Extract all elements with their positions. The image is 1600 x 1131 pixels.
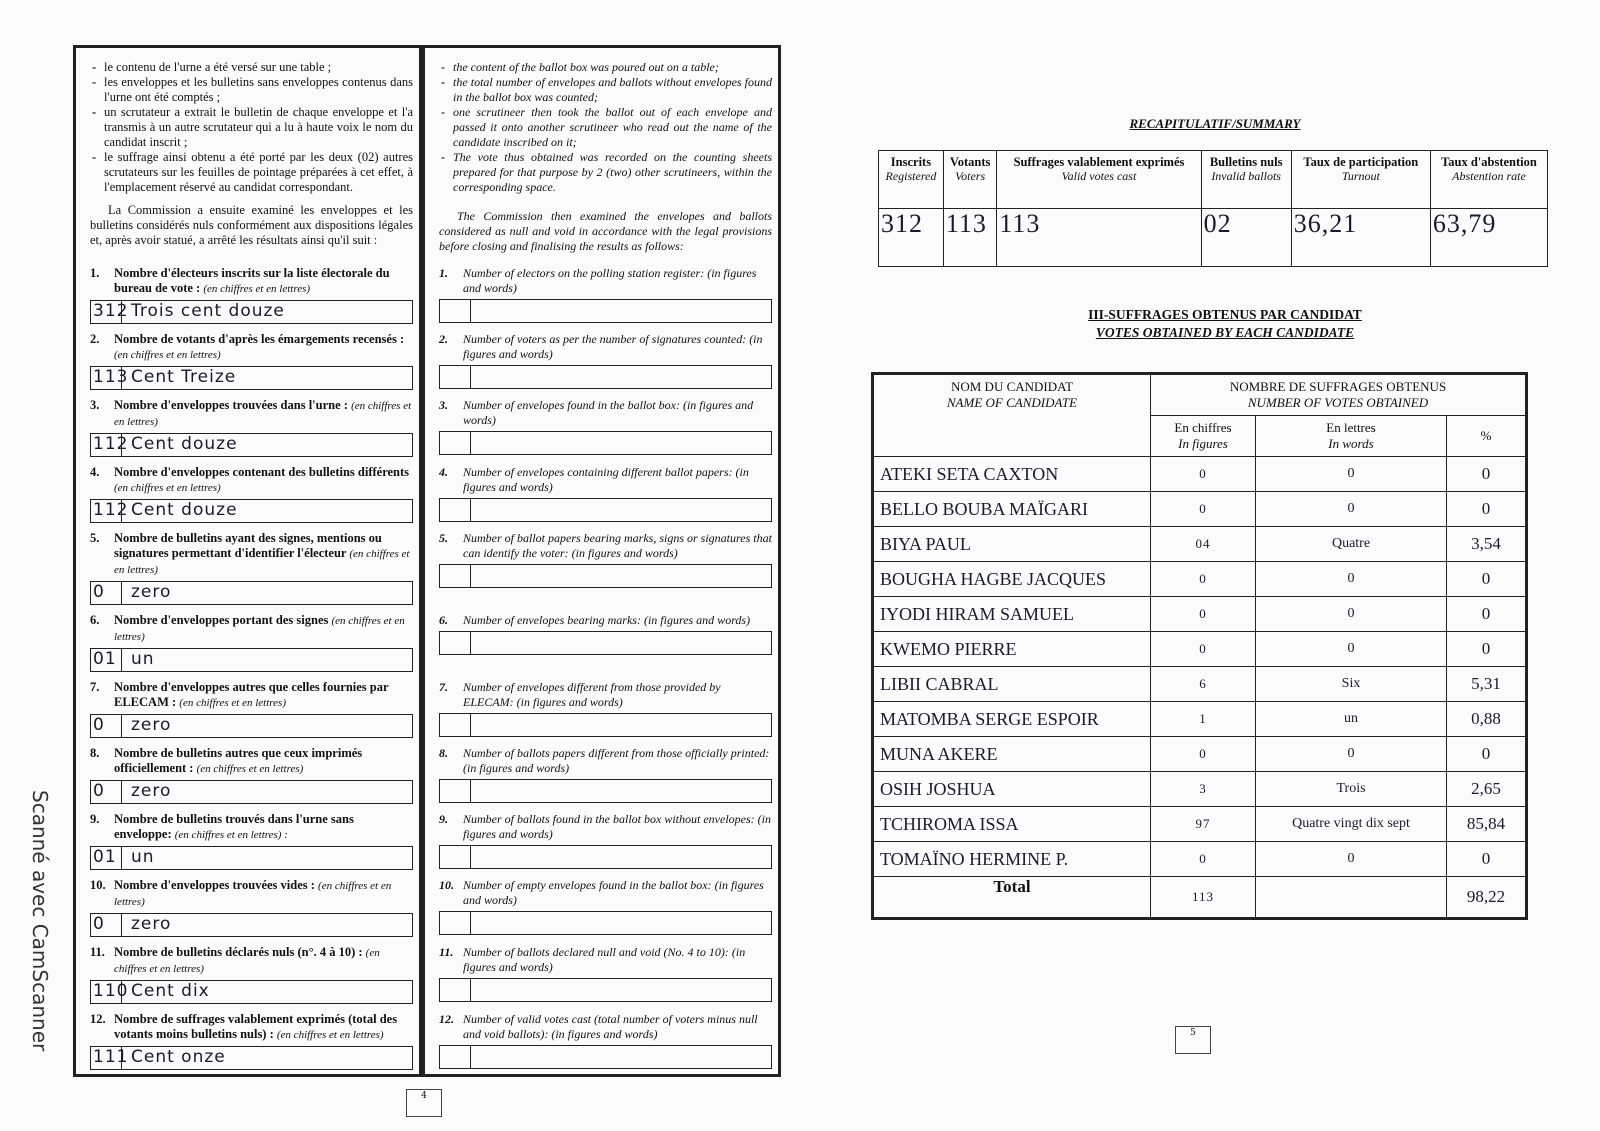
item-text-fr: Nombre de bulletins autres que ceux imprimés officiellement :: [114, 746, 363, 775]
item-fr: [76, 808, 419, 874]
candidate-votes-words: un: [1256, 702, 1447, 737]
answer-box-en[interactable]: [439, 779, 772, 803]
header-votes: [1151, 374, 1527, 416]
candidate-row: [873, 492, 1527, 527]
header-name-fr: NOM DU CANDIDAT: [950, 379, 1074, 394]
section-title-fr: III-SUFFRAGES OBTENUS PAR CANDIDAT: [1088, 307, 1362, 322]
item-text-en: Number of ballots papers different from those officially printed: (in figures and words): [463, 746, 770, 775]
summary-header-en: Registered: [885, 169, 937, 183]
answer-box-fr[interactable]: [90, 581, 413, 605]
answer-figure: 0: [93, 914, 105, 934]
candidate-votes-figures: 3: [1151, 772, 1256, 807]
box-separator: [470, 300, 471, 322]
candidate-name: BELLO BOUBA MAÏGARI: [873, 492, 1151, 527]
candidate-votes-figures: 0: [1151, 842, 1256, 877]
box-separator: [470, 1046, 471, 1068]
summary-header-cell: [943, 151, 996, 209]
item-fr: [76, 874, 419, 941]
box-separator: [470, 714, 471, 736]
item-text-en: Number of empty envelopes found in the ballot box: (in figures and words): [463, 878, 764, 907]
candidate-row: [873, 632, 1527, 667]
item-number: 9.: [90, 812, 100, 826]
candidate-percent: 0: [1447, 842, 1527, 877]
en-intro-bullet: - one scrutineer then took the ballot out of each envelope and passed it onto another scrutineer who read out the name of the candidate inscribed on it;: [453, 105, 772, 150]
answer-box-en[interactable]: [439, 498, 772, 522]
item-fr: [76, 527, 419, 609]
item-en: [425, 808, 778, 874]
item-hint-fr: (en chiffres et en lettres): [179, 697, 286, 709]
candidate-votes-figures: 0: [1151, 597, 1256, 632]
candidate-percent: 0,88: [1447, 702, 1527, 737]
answer-box-en[interactable]: [439, 564, 772, 588]
fr-intro-bullet: - le contenu de l'urne a été versé sur une table ;: [104, 60, 413, 75]
item-label-fr: [90, 465, 413, 496]
candidate-name: OSIH JOSHUA: [873, 772, 1151, 807]
item-number: 1.: [439, 266, 448, 280]
item-en: [425, 609, 778, 676]
item-text-fr: Nombre de bulletins trouvés dans l'urne sans enveloppe:: [114, 812, 354, 841]
summary-header-en: Abstention rate: [1452, 169, 1526, 183]
answer-box-en[interactable]: [439, 365, 772, 389]
fr-intro-bullet: - le suffrage ainsi obtenu a été porté par les deux (02) autres scrutateurs sur les feuilles de pointage préparées à cet effet, à l'emplacement réservé au candidat correspondant.: [104, 150, 413, 195]
item-label-fr: [90, 680, 413, 711]
summary-value: 36,21: [1291, 209, 1430, 267]
summary-value: 63,79: [1430, 209, 1547, 267]
item-label-fr: [90, 398, 413, 430]
item-label-en: [439, 746, 772, 776]
item-text-en: Number of ballots found in the ballot box without envelopes: (in figures and words): [463, 812, 771, 841]
candidate-name: IYODI HIRAM SAMUEL: [873, 597, 1151, 632]
candidate-percent: 0: [1447, 597, 1527, 632]
header-votes-en: NUMBER OF VOTES OBTAINED: [1247, 395, 1429, 410]
candidate-name: MATOMBA SERGE ESPOIR: [873, 702, 1151, 737]
item-text-en: Number of valid votes cast (total number of voters minus null and void ballots): (in figures and words): [463, 1012, 758, 1041]
summary-header-fr: Suffrages valablement exprimés: [1013, 155, 1185, 169]
answer-box-fr[interactable]: [90, 913, 413, 937]
item-number: 11.: [90, 945, 105, 959]
item-hint-fr: (en chiffres et en lettres): [114, 947, 380, 975]
item-label-en: [439, 945, 772, 975]
item-number: 7.: [90, 680, 100, 694]
header-words: [1256, 416, 1447, 457]
candidate-votes-figures: 0: [1151, 737, 1256, 772]
item-en: [425, 874, 778, 941]
answer-words: Cent dix: [131, 981, 210, 1001]
summary-header-cell: [879, 151, 944, 209]
candidate-votes-figures: 0: [1151, 457, 1256, 492]
total-words: [1256, 877, 1447, 919]
candidate-percent: 0: [1447, 562, 1527, 597]
candidate-votes-words: 0: [1256, 737, 1447, 772]
summary-value: 113: [997, 209, 1201, 267]
candidate-votes-words: 0: [1256, 457, 1447, 492]
answer-box-fr[interactable]: [90, 714, 413, 738]
candidate-votes-figures: 97: [1151, 807, 1256, 842]
candidate-name: BIYA PAUL: [873, 527, 1151, 562]
candidate-percent: 85,84: [1447, 807, 1527, 842]
summary-header-en: Valid votes cast: [1061, 169, 1137, 183]
box-separator: [470, 780, 471, 802]
item-label-en: [439, 332, 772, 362]
answer-figure: 01: [93, 847, 117, 867]
box-separator: [470, 565, 471, 587]
item-label-fr: [90, 613, 413, 645]
item-number: 10.: [90, 878, 106, 892]
summary-table: [878, 150, 1548, 267]
item-label-fr: [90, 1012, 413, 1043]
item-label-fr: [90, 878, 413, 910]
item-text-en: Number of envelopes different from those provided by ELECAM: (in figures and words): [463, 680, 721, 709]
candidate-row: [873, 457, 1527, 492]
item-hint-fr: (en chiffres et en lettres): [114, 880, 392, 908]
box-separator: [121, 649, 122, 671]
candidate-percent: 0: [1447, 492, 1527, 527]
header-votes-fr: NOMBRE DE SUFFRAGES OBTENUS: [1229, 379, 1447, 394]
item-fr: [76, 941, 419, 1008]
summary-header-en: Voters: [955, 169, 986, 183]
summary-header-cell: [997, 151, 1201, 209]
answer-figure: 112: [93, 500, 129, 520]
en-intro-bullets: [439, 60, 772, 195]
answer-words: zero: [131, 781, 172, 801]
item-en: [425, 527, 778, 609]
item-en: [425, 394, 778, 461]
item-hint-fr: (en chiffres et en lettres): [114, 548, 410, 576]
candidate-votes-words: Trois: [1256, 772, 1447, 807]
item-text-fr: Nombre d'enveloppes trouvées dans l'urne :: [114, 398, 348, 412]
answer-words: Cent Treize: [131, 367, 237, 387]
candidate-row: [873, 527, 1527, 562]
section-title-en: VOTES OBTAINED BY EACH CANDIDATE: [1095, 325, 1355, 340]
item-number: 4.: [90, 465, 100, 479]
header-name: [873, 374, 1151, 457]
item-text-fr: Nombre de votants d'après les émargements recensés :: [114, 332, 405, 346]
answer-words: un: [131, 649, 155, 669]
fr-intro-bullet: - les enveloppes et les bulletins sans enveloppes contenus dans l'urne ont été comptés ;: [104, 75, 413, 105]
item-text-fr: Nombre d'enveloppes trouvées vides :: [114, 878, 315, 892]
header-words-en: In words: [1328, 436, 1374, 451]
item-text-en: Number of envelopes bearing marks: (in figures and words): [463, 613, 751, 627]
item-en: [425, 461, 778, 527]
candidate-votes-words: 0: [1256, 597, 1447, 632]
item-en: [425, 262, 778, 328]
item-number: 12.: [439, 1012, 454, 1026]
item-text-fr: Nombre d'enveloppes contenant des bulletins différents: [114, 465, 410, 479]
item-fr: [76, 461, 419, 527]
candidate-votes-figures: 0: [1151, 632, 1256, 667]
summary-header-cell: [1201, 151, 1291, 209]
item-number: 11.: [439, 945, 454, 959]
item-label-fr: [90, 746, 413, 777]
answer-box-fr[interactable]: [90, 1046, 413, 1070]
answer-box-fr[interactable]: [90, 433, 413, 457]
camscanner-watermark: Scanné avec CamScanner: [28, 790, 52, 1052]
answer-box-fr[interactable]: [90, 300, 413, 324]
summary-header-fr: Inscrits: [890, 155, 932, 169]
item-hint-fr: (en chiffres et en lettres): [203, 283, 311, 295]
en-commission-text: The Commission then examined the envelopes and ballots considered as null and void in accordance with the legal provisions before closing and finalising the results as follows:: [439, 209, 772, 253]
answer-box-en[interactable]: [439, 713, 772, 737]
box-separator: [121, 914, 122, 936]
candidate-row: [873, 597, 1527, 632]
item-label-en: [439, 613, 772, 628]
summary-header-fr: Votants: [949, 155, 991, 169]
answer-words: zero: [131, 582, 172, 602]
candidate-row: [873, 667, 1527, 702]
box-separator: [470, 366, 471, 388]
candidate-name: BOUGHA HAGBE JACQUES: [873, 562, 1151, 597]
candidate-percent: 0: [1447, 632, 1527, 667]
answer-figure: 0: [93, 781, 105, 801]
item-hint-fr: (en chiffres et en lettres): [196, 763, 304, 775]
candidate-row: [873, 562, 1527, 597]
candidate-row: [873, 772, 1527, 807]
summary-header-fr: Bulletins nuls: [1209, 155, 1283, 169]
item-label-fr: [90, 266, 413, 297]
answer-figure: 0: [93, 582, 105, 602]
page-number-left: 4: [406, 1089, 442, 1117]
summary-header-fr: Taux de participation: [1303, 155, 1419, 169]
candidate-row: [873, 702, 1527, 737]
answer-figure: 113: [93, 367, 129, 387]
box-separator: [470, 979, 471, 1001]
item-label-en: [439, 1012, 772, 1042]
item-text-en: Number of envelopes containing different ballot papers: (in figures and words): [463, 465, 749, 494]
item-text-en: Number of ballot papers bearing marks, signs or signatures that can identify the voter: (in figures and words): [463, 531, 772, 560]
candidate-votes-figures: 0: [1151, 562, 1256, 597]
candidate-votes-words: 0: [1256, 562, 1447, 597]
candidate-votes-figures: 6: [1151, 667, 1256, 702]
candidate-row: [873, 842, 1527, 877]
box-separator: [121, 847, 122, 869]
box-separator: [121, 582, 122, 604]
item-number: 4.: [439, 465, 448, 479]
answer-box-en[interactable]: [439, 631, 772, 655]
candidate-percent: 5,31: [1447, 667, 1527, 702]
answer-box-fr[interactable]: [90, 846, 413, 870]
item-number: 3.: [439, 398, 448, 412]
item-number: 1.: [90, 266, 100, 280]
answer-words: Cent douze: [131, 500, 238, 520]
item-en: [425, 1008, 778, 1074]
answer-box-en[interactable]: [439, 911, 772, 935]
candidate-name: LIBII CABRAL: [873, 667, 1151, 702]
box-separator: [121, 715, 122, 737]
item-fr: [76, 328, 419, 394]
header-figures: [1151, 416, 1256, 457]
item-number: 5.: [439, 531, 448, 545]
candidate-percent: 2,65: [1447, 772, 1527, 807]
item-number: 5.: [90, 531, 100, 545]
item-number: 9.: [439, 812, 448, 826]
item-label-fr: [90, 945, 413, 977]
item-en: [425, 742, 778, 808]
item-hint-fr: (en chiffres et en lettres): [114, 349, 221, 361]
item-text-fr: Nombre d'enveloppes autres que celles fournies par ELECAM :: [114, 680, 389, 709]
header-words-fr: En lettres: [1326, 420, 1376, 435]
item-number: 8.: [90, 746, 100, 760]
candidate-votes-words: Quatre: [1256, 527, 1447, 562]
item-hint-fr: (en chiffres et en lettres): [114, 400, 412, 428]
item-number: 2.: [90, 332, 100, 346]
candidate-row: [873, 807, 1527, 842]
fr-commission-text: La Commission a ensuite examiné les enveloppes et les bulletins considérés nuls conformément aux dispositions légales et, après avoir statué, a arrêté les résultats ainsi qu'il suit :: [90, 203, 413, 247]
answer-words: Cent douze: [131, 434, 238, 454]
item-fr: [76, 742, 419, 808]
item-en: [425, 676, 778, 742]
header-figures-en: In figures: [1178, 436, 1228, 451]
candidate-votes-words: 0: [1256, 632, 1447, 667]
item-number: 2.: [439, 332, 448, 346]
item-label-en: [439, 398, 772, 428]
candidate-name: ATEKI SETA CAXTON: [873, 457, 1151, 492]
answer-words: Trois cent douze: [131, 301, 285, 321]
item-text-fr: Nombre de suffrages valablement exprimés (total des votants moins bulletins nuls) :: [114, 1012, 398, 1041]
answer-words: un: [131, 847, 155, 867]
answer-figure: 312: [93, 301, 129, 321]
summary-title: RECAPITULATIF/SUMMARY: [1129, 116, 1301, 131]
en-intro-bullet: - the total number of envelopes and ballots without envelopes found in the ballot box was counted;: [453, 75, 772, 105]
item-label-en: [439, 531, 772, 561]
en-intro-bullet: - the content of the ballot box was poured out on a table;: [453, 60, 772, 75]
answer-box-fr[interactable]: [90, 499, 413, 523]
item-en: [425, 941, 778, 1008]
item-fr: [76, 1008, 419, 1074]
item-label-en: [439, 465, 772, 495]
answer-figure: 0: [93, 715, 105, 735]
candidate-votes-words: 0: [1256, 842, 1447, 877]
answer-words: Cent onze: [131, 1047, 226, 1067]
answer-box-en[interactable]: [439, 431, 772, 455]
fr-intro-bullet: - un scrutateur a extrait le bulletin de chaque enveloppe et l'a transmis à un autre scrutateur qui a lu à haute voix le nom du candidat inscrit ;: [104, 105, 413, 150]
item-text-fr: Nombre d'enveloppes portant des signes: [114, 613, 329, 627]
candidate-name: KWEMO PIERRE: [873, 632, 1151, 667]
item-hint-fr: (en chiffres et en lettres): [114, 482, 221, 494]
left-page-frame: [73, 45, 781, 1077]
item-label-en: [439, 878, 772, 908]
summary-header-fr: Taux d'abstention: [1441, 155, 1537, 169]
total-label: Total: [873, 877, 1151, 919]
box-separator: [470, 432, 471, 454]
item-text-fr: Nombre d'électeurs inscrits sur la liste électorale du bureau de vote :: [114, 266, 390, 295]
answer-words: zero: [131, 914, 172, 934]
item-hint-fr: (en chiffres et en lettres): [114, 615, 405, 643]
answer-box-en[interactable]: [439, 845, 772, 869]
candidate-name: TOMAÏNO HERMINE P.: [873, 842, 1151, 877]
candidate-percent: 0: [1447, 457, 1527, 492]
item-number: 10.: [439, 878, 454, 892]
item-hint-fr: (en chiffres et en lettres): [276, 1029, 384, 1041]
answer-box-fr[interactable]: [90, 648, 413, 672]
answer-box-en[interactable]: [439, 1045, 772, 1069]
candidates-table: [871, 372, 1528, 920]
box-separator: [121, 781, 122, 803]
candidate-row: [873, 737, 1527, 772]
item-label-en: [439, 680, 772, 710]
header-percent: %: [1447, 416, 1527, 457]
item-text-en: Number of envelopes found in the ballot box: (in figures and words): [463, 398, 754, 427]
page-number-right: 5: [1175, 1026, 1211, 1054]
summary-value: 02: [1201, 209, 1291, 267]
en-intro: [425, 48, 778, 262]
summary-header-cell: [1430, 151, 1547, 209]
header-name-en: NAME OF CANDIDATE: [946, 395, 1078, 410]
item-number: 3.: [90, 398, 100, 412]
box-separator: [470, 912, 471, 934]
box-separator: [470, 632, 471, 654]
summary-value: 113: [943, 209, 996, 267]
total-figures: 113: [1151, 877, 1256, 919]
item-fr: [76, 394, 419, 461]
item-text-en: Number of ballots declared null and void (No. 4 to 10): (in figures and words): [463, 945, 746, 974]
item-number: 6.: [439, 613, 448, 627]
item-number: 8.: [439, 746, 448, 760]
item-label-fr: [90, 812, 413, 843]
answer-figure: 110: [93, 981, 129, 1001]
answer-figure: 112: [93, 434, 129, 454]
answer-figure: 01: [93, 649, 117, 669]
item-number: 7.: [439, 680, 448, 694]
answer-figure: 111: [93, 1047, 129, 1067]
candidate-name: MUNA AKERE: [873, 737, 1151, 772]
answer-box-fr[interactable]: [90, 980, 413, 1004]
item-en: [425, 328, 778, 394]
item-number: 12.: [90, 1012, 106, 1026]
item-fr: [76, 262, 419, 328]
answer-box-en[interactable]: [439, 299, 772, 323]
candidate-percent: 3,54: [1447, 527, 1527, 562]
candidate-votes-figures: 04: [1151, 527, 1256, 562]
item-fr: [76, 609, 419, 676]
candidate-votes-figures: 0: [1151, 492, 1256, 527]
answer-words: zero: [131, 715, 172, 735]
answer-box-fr[interactable]: [90, 366, 413, 390]
item-text-fr: Nombre de bulletins déclarés nuls (n°. 4 à 10) :: [114, 945, 363, 959]
item-label-en: [439, 812, 772, 842]
header-figures-fr: En chiffres: [1174, 420, 1232, 435]
candidate-name: TCHIROMA ISSA: [873, 807, 1151, 842]
fr-intro: [76, 48, 419, 262]
summary-header-en: Turnout: [1341, 169, 1380, 183]
summary-value: 312: [879, 209, 944, 267]
answer-box-en[interactable]: [439, 978, 772, 1002]
summary-header-cell: [1291, 151, 1430, 209]
candidate-votes-words: Quatre vingt dix sept: [1256, 807, 1447, 842]
item-label-fr: [90, 332, 413, 363]
total-percent: 98,22: [1447, 877, 1527, 919]
box-separator: [470, 499, 471, 521]
item-text-fr: Nombre de bulletins ayant des signes, mentions ou signatures permettant d'identifier l'électeur: [114, 531, 382, 560]
candidate-votes-figures: 1: [1151, 702, 1256, 737]
item-text-en: Number of electors on the polling station register: (in figures and words): [463, 266, 757, 295]
candidate-votes-words: Six: [1256, 667, 1447, 702]
en-intro-bullet: - The vote thus obtained was recorded on the counting sheets prepared for that purpose by 2 (two) other scrutineers, within the corresponding space.: [453, 150, 772, 195]
item-label-en: [439, 266, 772, 296]
item-label-fr: [90, 531, 413, 578]
candidate-percent: 0: [1447, 737, 1527, 772]
item-text-en: Number of voters as per the number of signatures counted: (in figures and words): [463, 332, 763, 361]
summary-header-en: Invalid ballots: [1211, 169, 1281, 183]
answer-box-fr[interactable]: [90, 780, 413, 804]
item-hint-fr: (en chiffres et en lettres) :: [174, 829, 288, 841]
box-separator: [470, 846, 471, 868]
fr-intro-bullets: [90, 60, 413, 195]
candidate-votes-words: 0: [1256, 492, 1447, 527]
item-fr: [76, 676, 419, 742]
item-number: 6.: [90, 613, 100, 627]
